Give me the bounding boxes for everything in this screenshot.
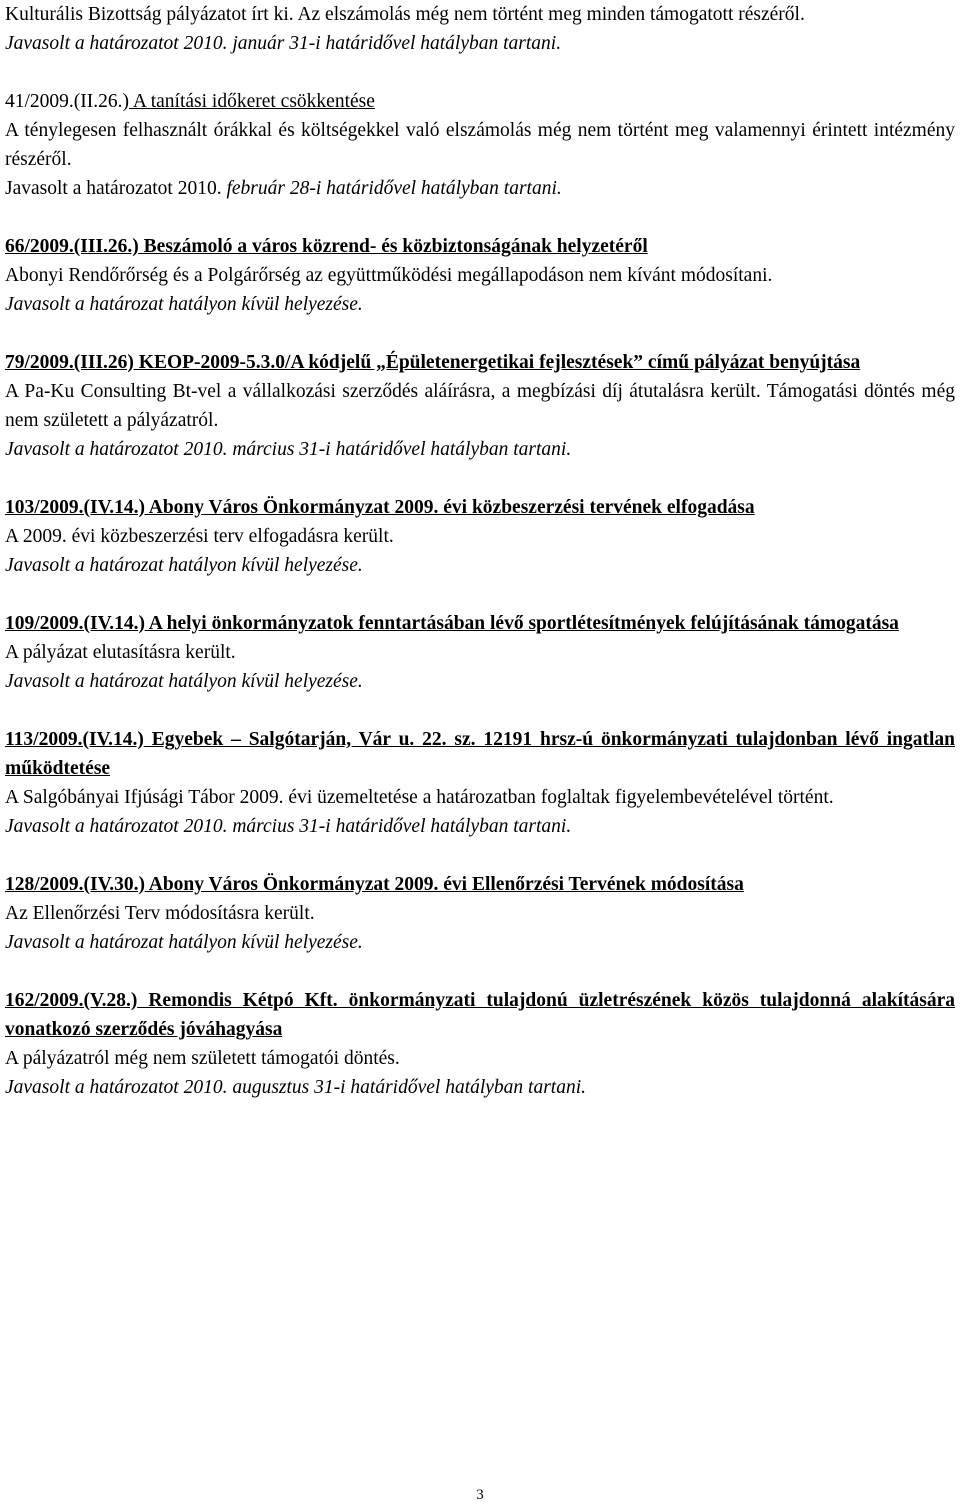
spacer bbox=[5, 957, 955, 986]
resolution-41-proposal-b: február 28-i határidővel hatályban tartani. bbox=[226, 178, 562, 199]
resolution-162-title: Remondis Kétpó Kft. önkormányzati tulajdonú üzletrészének közös tulajdonná alakítására vonatkozó szerződés jóváhagyása bbox=[5, 990, 955, 1040]
resolution-41-heading bbox=[5, 87, 955, 116]
resolution-109-body: A pályázat elutasításra került. bbox=[5, 642, 236, 663]
resolution-162-body: A pályázatról még nem született támogatói döntés. bbox=[5, 1048, 400, 1069]
resolution-113-title: Egyebek – Salgótarján, Vár u. 22. sz. 12191 hrsz-ú önkormányzati tulajdonban lévő ingatlan működtetése bbox=[5, 729, 955, 779]
page-number: 3 bbox=[476, 1487, 484, 1503]
resolution-128-number: 128/2009.(IV.30.) bbox=[5, 874, 145, 895]
resolution-103-proposal: Javasolt a határozat hatályon kívül helyezése. bbox=[5, 555, 363, 576]
resolution-128-body: Az Ellenőrzési Terv módosításra került. bbox=[5, 903, 315, 924]
intro-paragraph: Kulturális Bizottság pályázatot írt ki. Az elszámolás még nem történt meg minden támogatott részéről. bbox=[5, 4, 805, 25]
resolution-66-heading bbox=[5, 232, 955, 261]
resolution-109-proposal: Javasolt a határozat hatályon kívül helyezése. bbox=[5, 671, 363, 692]
resolution-41-proposal bbox=[5, 174, 955, 203]
resolution-109-number: 109/2009.(IV.14.) bbox=[5, 613, 145, 634]
resolution-79-number: 79/2009.(III.26) bbox=[5, 352, 134, 373]
resolution-113-heading bbox=[5, 725, 955, 783]
spacer bbox=[5, 319, 955, 348]
resolution-128-title: Abony Város Önkormányzat 2009. évi Ellenőrzési Tervének módosítása bbox=[144, 874, 744, 895]
resolution-103-heading bbox=[5, 493, 955, 522]
resolution-113-number: 113/2009.(IV.14.) bbox=[5, 729, 144, 750]
resolution-41-title: A tanítási időkeret csökkentése bbox=[129, 91, 375, 112]
resolution-66-body: Abonyi Rendőrőrség és a Polgárőrség az együttműködési megállapodáson nem kívánt módosítani. bbox=[5, 265, 773, 286]
resolution-128-heading bbox=[5, 870, 955, 899]
resolution-113-proposal: Javasolt a határozatot 2010. március 31-i határidővel hatályban tartani. bbox=[5, 816, 572, 837]
resolution-162-heading bbox=[5, 986, 955, 1044]
resolution-79-proposal: Javasolt a határozatot 2010. március 31-i határidővel hatályban tartani. bbox=[5, 439, 572, 460]
resolution-113-body: A Salgóbányai Ifjúsági Tábor 2009. évi üzemeltetése a határozatban foglaltak figyelembevételével történt. bbox=[5, 787, 834, 808]
resolution-41-number: 41/2009.(II.26.) bbox=[5, 91, 130, 112]
resolution-128-proposal: Javasolt a határozat hatályon kívül helyezése. bbox=[5, 932, 363, 953]
resolution-162-proposal: Javasolt a határozatot 2010. augusztus 31-i határidővel hatályban tartani. bbox=[5, 1077, 587, 1098]
resolution-103-number: 103/2009.(IV.14.) bbox=[5, 497, 145, 518]
resolution-41-proposal-a: Javasolt a határozatot 2010. bbox=[5, 178, 227, 199]
spacer bbox=[5, 203, 955, 232]
resolution-66-number: 66/2009.(III.26.) bbox=[5, 236, 139, 257]
resolution-41-body: A ténylegesen felhasznált órákkal és költségekkel való elszámolás még nem történt meg valamennyi érintett intézmény részéről. bbox=[5, 120, 955, 170]
resolution-109-title: A helyi önkormányzatok fenntartásában lévő sportlétesítmények felújításának támogatása bbox=[144, 613, 899, 634]
intro-proposal: Javasolt a határozatot 2010. január 31-i határidővel hatályban tartani. bbox=[5, 33, 562, 54]
resolution-79-title: KEOP-2009-5.3.0/A kódjelű „Épületenergetikai fejlesztések” című pályázat benyújtása bbox=[133, 352, 861, 373]
resolution-66-title: Beszámoló a város közrend- és közbiztonságának helyzetéről bbox=[138, 236, 648, 257]
resolution-79-heading bbox=[5, 348, 955, 377]
resolution-66-proposal: Javasolt a határozat hatályon kívül helyezése. bbox=[5, 294, 363, 315]
resolution-103-title: Abony Város Önkormányzat 2009. évi közbeszerzési tervének elfogadása bbox=[144, 497, 755, 518]
spacer bbox=[5, 58, 955, 87]
document-page bbox=[5, 0, 955, 1102]
spacer bbox=[5, 696, 955, 725]
spacer bbox=[5, 580, 955, 609]
resolution-103-body: A 2009. évi közbeszerzési terv elfogadásra került. bbox=[5, 526, 394, 547]
resolution-109-heading bbox=[5, 609, 955, 638]
resolution-79-body: A Pa-Ku Consulting Bt-vel a vállalkozási szerződés aláírásra, a megbízási díj átutalásra került. Támogatási döntés még nem született a pályázatról. bbox=[5, 381, 955, 431]
spacer bbox=[5, 841, 955, 870]
resolution-162-number: 162/2009.(V.28.) bbox=[5, 990, 138, 1011]
spacer bbox=[5, 464, 955, 493]
